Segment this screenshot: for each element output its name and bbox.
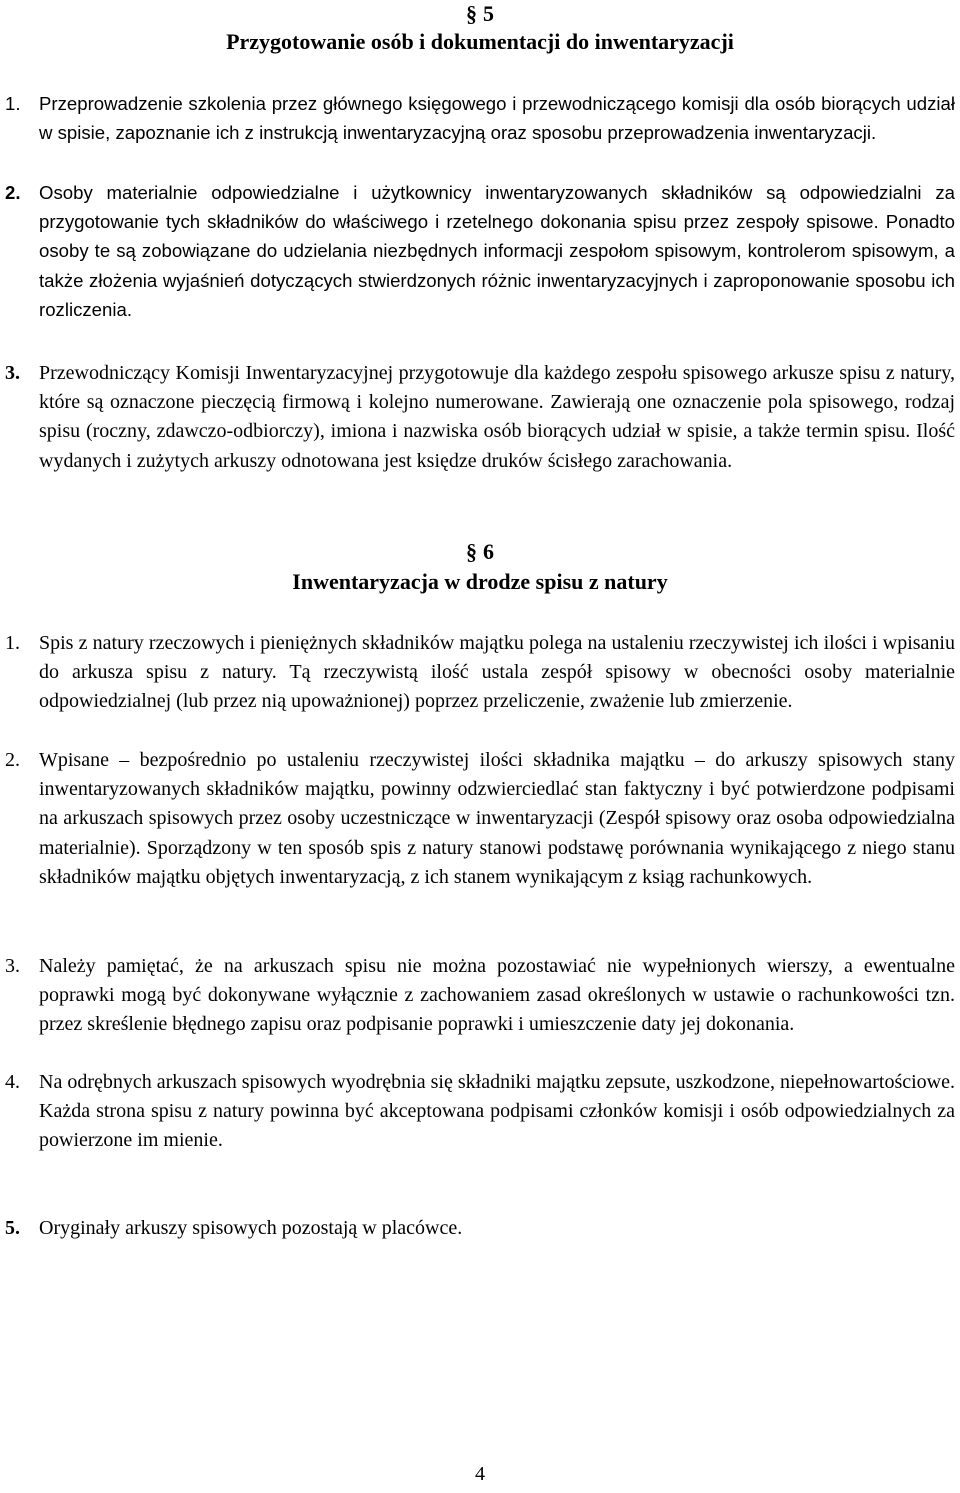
item-number: 1. — [5, 93, 21, 114]
section-6-item-2 — [0, 746, 955, 892]
item-number: 3. — [5, 955, 20, 977]
item-text: Przeprowadzenie szkolenia przez głównego księgowego i przewodniczącego komisji dla osób biorących udział w spisie, zapoznanie ich z instrukcją inwentaryzacyjną oraz sposobu przeprowadzenia inwentaryzacji. — [39, 93, 955, 144]
item-number: 4. — [5, 1071, 20, 1093]
section-6-item-4 — [0, 1068, 955, 1156]
section-5-number — [0, 2, 960, 26]
section-5-item-1 — [0, 89, 955, 147]
item-text: Przewodniczący Komisji Inwentaryzacyjnej przygotowuje dla każdego zespołu spisowego arkusze spisu z natury, które są oznaczone pieczęcią firmową i kolejno numerowane. Zawierają one oznaczenie pola spisowego, rodzaj spisu (roczny, zdawczo-odbiorczy), imiona i nazwiska osób biorących udział w spisie, a także termin spisu. Ilość wydanych i zużytych arkuszy odnotowana jest księdze druków ścisłego zarachowania. — [39, 362, 955, 472]
section-6-item-5 — [0, 1214, 955, 1243]
item-text: Osoby materialnie odpowiedzialne i użytkownicy inwentaryzowanych składników są odpowiedzialni za przygotowanie tych składników do właściwego i rzetelnego dokonania spisu przez zespoły spisowe. Ponadto osoby te są zobowiązane do udzielania niezbędnych informacji zespołom spisowym, kontrolerom spisowym, a także złożenia wyjaśnień dotyczących stwierdzonych różnic inwentaryzacyjnych i zaproponowanie sposobu ich rozliczenia. — [39, 182, 955, 320]
section-symbol: § — [466, 1, 477, 26]
item-number: 3. — [5, 362, 20, 384]
item-text: Wpisane – bezpośrednio po ustaleniu rzeczywistej ilości składnika majątku – do arkuszy spisowych stany inwentaryzowanych składników majątku, powinny odzwierciedlać stan faktyczny i być potwierdzone podpisami na arkuszach spisowych przez osoby uczestniczące w inwentaryzacji (Zespół spisowy oraz osoba odpowiedzialna materialnie). Sporządzony w ten sposób spis z natury stanowi podstawę porównania wynikającego z niego stanu składników majątku objętych inwentaryzacją, z ich stanem wynikającym z ksiąg rachunkowych. — [39, 749, 955, 888]
section-6-item-3 — [0, 952, 955, 1040]
item-number: 2. — [5, 749, 20, 771]
item-text: Spis z natury rzeczowych i pieniężnych składników majątku polega na ustaleniu rzeczywistej ich ilości i wpisaniu do arkusza spisu z natury. Tą rzeczywistą ilość ustala zespół spisowy w obecności osoby materialnie odpowiedzialnej (lub przez nią upoważnionej) poprzez przeliczenie, zważenie lub zmierzenie. — [39, 632, 955, 713]
section-number: 5 — [483, 1, 494, 26]
item-number: 5. — [5, 1217, 20, 1239]
item-text: Na odrębnych arkuszach spisowych wyodrębnia się składniki majątku zepsute, uszkodzone, niepełnowartościowe. Każda strona spisu z natury powinna być akceptowana podpisami członków komisji i osób odpowiedzialnych za powierzone im mienie. — [39, 1071, 955, 1152]
section-5-item-2 — [0, 178, 955, 324]
section-5-title: Przygotowanie osób i dokumentacji do inwentaryzacji — [226, 29, 734, 54]
page-number: 4 — [475, 1463, 485, 1485]
section-symbol: § — [466, 539, 477, 564]
section-6-number — [0, 540, 960, 564]
item-text: Należy pamiętać, że na arkuszach spisu nie można pozostawiać nie wypełnionych wierszy, a ewentualne poprawki mogą być dokonywane wyłącznie z zachowaniem zasad określonych w ustawie o rachunkowości tzn. przez skreślenie błędnego zapisu oraz podpisanie poprawki i umieszczenie daty jej dokonania. — [39, 955, 955, 1036]
section-6-item-1 — [0, 629, 955, 717]
item-text: Oryginały arkuszy spisowych pozostają w placówce. — [39, 1217, 463, 1239]
item-number: 2. — [5, 182, 21, 203]
section-6-title: Inwentaryzacja w drodze spisu z natury — [292, 569, 668, 594]
section-number: 6 — [483, 539, 494, 564]
item-number: 1. — [5, 632, 20, 654]
section-5-item-3 — [0, 359, 955, 476]
